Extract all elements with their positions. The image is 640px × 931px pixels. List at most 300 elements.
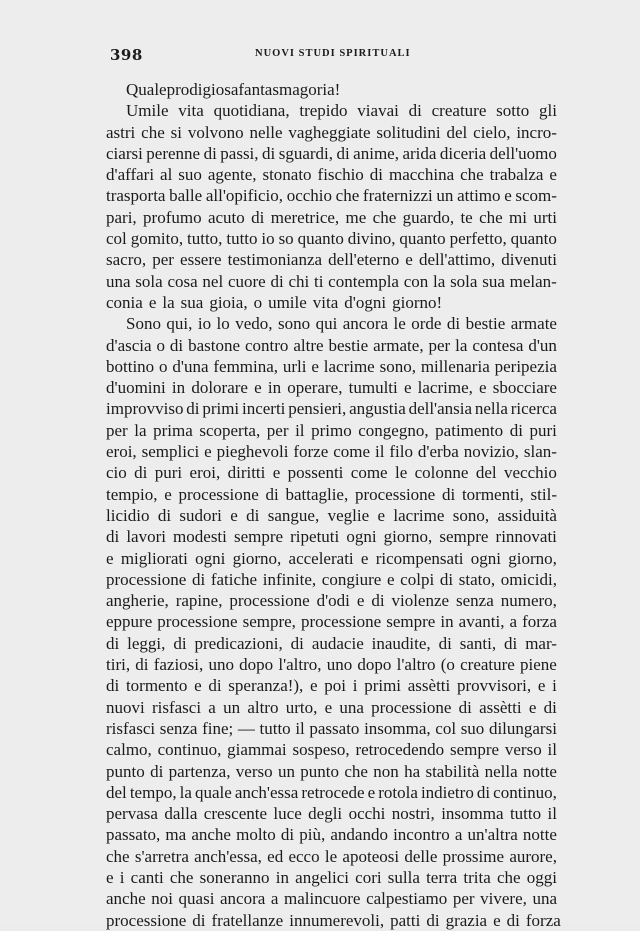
word: sbocciare [492,378,557,398]
text-line [106,441,557,462]
word: e [386,569,395,589]
word: e [324,697,333,717]
word: slan- [523,442,557,462]
text-line [106,292,557,313]
word: sospeso, [292,740,350,760]
word: e [254,378,262,398]
word: di [106,676,120,696]
word: come [333,442,371,462]
paragraph-umile-vita [106,100,557,313]
word: contro [244,335,289,355]
word: macchina [388,165,455,185]
word: a [509,612,518,632]
word: canti [130,867,164,887]
text-line [106,526,557,547]
word: tumulti [348,378,398,398]
word: rinnovati [495,527,557,547]
word: di [192,910,206,930]
word: lacrime [323,356,375,376]
text-line [106,249,557,270]
word: aurore, [509,846,557,866]
word: urti [533,207,557,227]
word: e [405,250,413,270]
word: e [106,548,114,568]
word: stato, [458,569,496,589]
word: essere [180,250,222,270]
word: solitudini [376,122,441,142]
word: insomma [441,804,504,824]
word: per [452,889,475,909]
text-line [106,846,557,867]
word: cori [355,867,382,887]
text-line [106,207,557,228]
word: mi [509,207,527,227]
word: di [439,569,454,589]
word: armate, [373,335,424,355]
word: e [230,505,238,525]
word: tempo, [129,782,177,802]
word: accelerati [288,548,354,568]
word: d'erba [417,442,459,462]
word: con [403,271,429,291]
word: urto, [285,697,318,717]
word: senza [159,718,198,738]
word: gioia, [209,292,248,312]
word: sotto [496,101,530,121]
word: rapine, [175,591,223,611]
word: e [310,676,318,696]
word: piene [520,655,557,675]
word: di [438,633,452,653]
word: e [148,292,157,312]
word: processione [371,697,452,717]
word: si [170,122,182,142]
word: l'altro [396,655,436,675]
word: bottino [106,356,155,376]
text-line [106,398,557,419]
word: vivere, [480,889,527,909]
word: soneranno [199,867,270,887]
word: sulla [387,867,420,887]
word: mar- [525,633,557,653]
word: nelle [249,122,283,142]
word: per [428,335,451,355]
word: malincuore [284,889,361,909]
word: di [290,633,304,653]
word: divenuti [501,250,557,270]
word: o [156,335,165,355]
word: volvono [187,122,244,142]
word: speranza!), [228,676,304,696]
word: delle [404,846,438,866]
word: Sono [126,314,161,334]
word: la [179,782,192,802]
word: e [272,463,281,483]
word: urli [282,356,307,376]
word: testimonianza [227,250,323,270]
word: sono, [452,505,490,525]
paragraph-exclamation [106,79,557,100]
word: vita [178,101,204,121]
word: d'uomini [106,378,166,398]
word: per [266,420,289,440]
word: retrocede [301,782,365,802]
word: punto [300,761,339,781]
word: d'odi [316,591,350,611]
word: chi [288,271,310,291]
word: acuto [207,207,245,227]
text-line [106,356,557,377]
word: gomito, [130,229,184,249]
word: di [458,697,472,717]
word: infinite, [262,569,317,589]
word: creature [460,655,515,675]
word: di [262,143,276,163]
word: novizio, [463,442,519,462]
word: primi [364,676,402,696]
word: risfasci [106,718,156,738]
word: partenza, [168,761,231,781]
word: dell'eterno [328,250,400,270]
word: di [408,101,422,121]
word: di [246,505,260,525]
word: tempio, [106,484,158,504]
word: balle [169,186,203,206]
word: innumerevoli, [289,910,385,930]
word: di [135,655,149,675]
word: passato [309,718,360,738]
word: e [106,867,114,887]
word: fraternizzi [362,186,433,206]
text-line [106,377,557,398]
word: giorno, [232,548,282,568]
word: retrocedendo [355,740,445,760]
word: oggi [526,867,557,887]
word: dilungarsi [488,718,557,738]
text-line [106,335,557,356]
word: e [493,910,501,930]
word: ogni [346,527,377,547]
word: passi, [220,143,259,163]
word: d'ogni [344,292,387,312]
word: che [344,761,368,781]
word: processione [157,612,238,632]
word: vedo, [235,314,273,334]
word: primo [311,420,352,440]
word: assètti [407,676,451,696]
word: forza [522,612,557,632]
text-line [106,484,557,505]
word: e [360,548,369,568]
word: ripetuti [290,527,340,547]
word: perfetto, [449,229,507,249]
word: di [506,910,520,930]
word: pervasa [106,804,158,824]
text-line [106,611,557,632]
word: dopo [239,655,274,675]
word: di [203,143,217,163]
word: sola [450,271,478,291]
word: creature [431,101,487,121]
word: di [270,271,284,291]
word: inaudite, [371,633,431,653]
word: e [311,356,319,376]
word: uno [208,655,234,675]
word: dell'uomo [489,143,557,163]
word: contesa [472,335,524,355]
word: che [169,867,194,887]
word: me [345,207,367,227]
word: colonne [414,463,469,483]
word: quanto [399,229,446,249]
word: eppure [106,612,153,632]
word: tutto [259,718,291,738]
word: degli [308,804,343,824]
word: sempre [439,527,489,547]
word: possenti [287,463,344,483]
word: ancora [220,889,266,909]
text-line [106,803,557,824]
word: Quale [126,80,167,99]
word: avanti, [458,612,505,632]
text-line [106,271,557,292]
word: verso [235,761,273,781]
word: l'altro, [278,655,322,675]
page-number: 398 [110,46,143,64]
word: ricerca [510,399,557,419]
word: eroi, [106,442,137,462]
text-line [106,888,557,909]
word: punto [106,761,145,781]
word: in [171,378,186,398]
word: di [504,633,518,653]
word: eroi, [189,463,221,483]
word: d'un [528,335,557,355]
word: anche [106,889,146,909]
word: incro- [516,122,557,142]
word: a [270,889,279,909]
word: altro [247,697,279,717]
word: che [496,867,521,887]
word: audacie [311,633,364,653]
word: per [152,250,174,270]
word: insomma, [364,718,431,738]
word: profumo [143,207,202,227]
word: cio [106,463,127,483]
word: molto [236,825,276,845]
word: contempla [328,271,399,291]
word: puri [529,420,557,440]
word: il [295,718,305,738]
word: il [547,740,557,760]
word: il [547,804,557,824]
word: predicazioni, [194,633,283,653]
word: passato, [106,825,161,845]
word: dolorare [191,378,248,398]
word: un [277,761,295,781]
word: un [223,697,241,717]
word: fratellanze [211,910,284,930]
word: colpi [400,569,435,589]
word: operare, [287,378,343,398]
word: di [336,143,350,163]
word: in [440,612,454,632]
word: che [335,186,360,206]
word: apoteosi [342,846,400,866]
word: faziosi, [153,655,204,675]
word: santi, [459,633,497,653]
word: forze [293,442,329,462]
word: più, [299,825,326,845]
word: qui, [166,314,193,334]
word: al [160,165,173,185]
word: ed [267,846,284,866]
word: astri [106,122,136,142]
word: giammai [227,740,287,760]
text-line [106,569,557,590]
word: angustia [349,399,406,419]
word: risfasci [151,697,202,717]
word: divino, [347,229,396,249]
word: tutto, [187,229,223,249]
word: anch'essa [234,782,299,802]
text-line [106,782,557,803]
word: a [208,697,216,717]
word: di [441,484,456,504]
word: sua [482,271,505,291]
word: una [339,697,364,717]
word: di [169,335,184,355]
word: nuovi [106,697,145,717]
word: angherie, [106,591,169,611]
text-line [106,420,557,441]
word: assiduità [497,505,557,525]
word: sguardi, [278,143,333,163]
word: a [454,825,463,845]
word: d'una [172,356,209,376]
word: omicidi, [500,569,557,589]
text-line [106,675,557,696]
word: e [194,676,202,696]
word: continuo, [493,782,557,802]
word: calpestiamo [366,889,448,909]
word: nostri, [391,804,435,824]
word: un'altra [467,825,518,845]
word: vecchio [504,463,557,483]
word: o [253,292,263,312]
word: s'arretra [134,846,189,866]
word: i [352,676,358,696]
word: terra [426,867,458,887]
word: calmo, [106,740,152,760]
word: viavai [357,101,399,121]
word: so [278,229,294,249]
word: ciarsi [106,143,143,163]
word: conia [106,292,143,312]
word: congegno, [358,420,429,440]
text-line [106,590,557,611]
word: d'affari [106,165,155,185]
text-line [106,185,557,206]
word: sempre [233,527,284,547]
word: la [433,271,446,291]
word: diritti [227,463,266,483]
word: uno [326,655,353,675]
word: poi [324,676,347,696]
word: dell'ansia [408,399,473,419]
word: quale [194,782,232,802]
text-line [106,100,557,121]
text-line [106,228,557,249]
word: fine; [202,718,234,738]
word: lavori [126,527,166,547]
word: assètti [479,697,522,717]
word: io [261,229,275,249]
word: rotola [378,782,418,802]
word: che [372,207,397,227]
word: quanto [510,229,557,249]
word: e [164,484,172,504]
word: pensieri, [288,399,347,419]
word: senza [456,591,494,611]
word: processione [229,591,310,611]
word: luce [273,804,302,824]
word: di [543,697,557,717]
word: verso [504,740,542,760]
word: sua [180,292,204,312]
word: d'ascia [106,335,152,355]
word: attimo [457,186,501,206]
word: di [173,633,187,653]
word: prossime [442,846,505,866]
word: Umile [126,101,169,121]
word: di [106,527,120,547]
word: — [237,718,255,738]
word: quasi [178,889,215,909]
word: le [324,846,338,866]
word: del [446,122,468,142]
word: agente, [207,165,257,185]
word: anime, [353,143,399,163]
word: di [186,399,200,419]
word: tutto [226,229,258,249]
word: sempre [386,612,436,632]
word: violenze [391,591,450,611]
word: giorno, [383,527,433,547]
word: gli [539,101,557,121]
word: anch'essa, [194,846,262,866]
word: continuo, [157,740,222,760]
word: di [280,825,295,845]
word: scom- [515,186,557,206]
word: armate [510,314,557,334]
word: leggi, [127,633,166,653]
word: sacro, [106,250,147,270]
word: ti [313,271,324,291]
word: di [446,314,461,334]
text-line [106,739,557,760]
word: bestie [328,335,369,355]
word: stonato [262,165,312,185]
word: ecco [288,846,320,866]
word: come [350,463,388,483]
word: e [528,697,537,717]
word: di [251,207,265,227]
word: sangue, [267,505,320,525]
word: indietro [420,782,474,802]
word: io [197,314,212,334]
word: grazia [445,910,488,930]
